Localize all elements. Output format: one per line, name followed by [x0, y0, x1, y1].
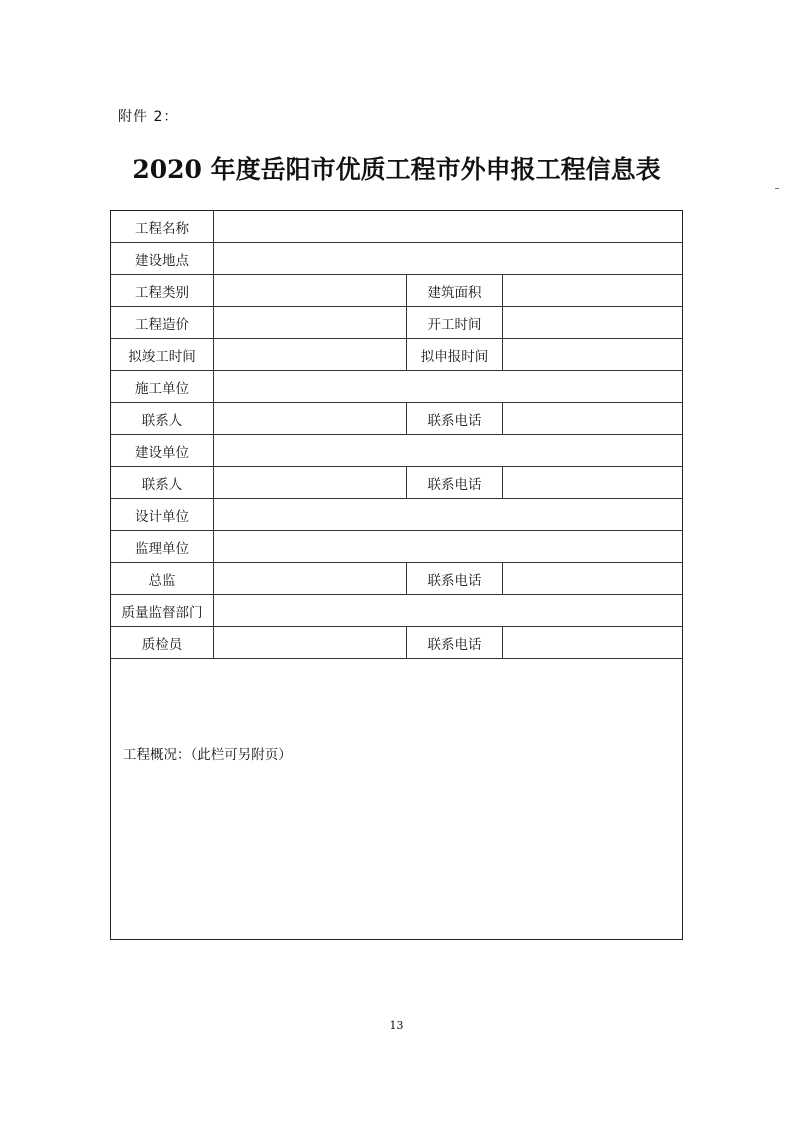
location-field[interactable] — [214, 243, 682, 274]
project-type-field[interactable] — [214, 275, 407, 306]
page-title: 2020 年度岳阳市优质工程市外申报工程信息表 — [132, 155, 661, 184]
quality-inspector-label: 质检员 — [111, 627, 214, 658]
inspector-phone-label: 联系电话 — [407, 627, 503, 658]
row-construction-unit — [111, 371, 682, 403]
developer-contact-field[interactable] — [214, 467, 407, 498]
quality-inspector-field[interactable] — [214, 627, 407, 658]
construction-unit-label: 施工单位 — [111, 371, 214, 402]
design-unit-label: 设计单位 — [111, 499, 214, 530]
chief-supervisor-field[interactable] — [214, 563, 407, 594]
developer-contact-label: 联系人 — [111, 467, 214, 498]
developer-unit-field[interactable] — [214, 435, 682, 466]
project-overview-label: 工程概况：（此栏可另附页） — [123, 747, 292, 763]
developer-unit-label: 建设单位 — [111, 435, 214, 466]
quality-dept-field[interactable] — [214, 595, 682, 626]
project-overview-area[interactable] — [111, 659, 682, 939]
row-location — [111, 243, 682, 275]
construction-phone-field[interactable] — [503, 403, 682, 434]
supervision-unit-field[interactable] — [214, 531, 682, 562]
planned-completion-field[interactable] — [214, 339, 407, 370]
page-number: 13 — [389, 1019, 404, 1032]
start-time-label: 开工时间 — [407, 307, 503, 338]
row-cost-start — [111, 307, 682, 339]
project-type-label: 工程类别 — [111, 275, 214, 306]
construction-contact-label: 联系人 — [111, 403, 214, 434]
info-form-table — [110, 210, 683, 940]
row-developer-contact — [111, 467, 682, 499]
planned-application-label: 拟申报时间 — [407, 339, 503, 370]
supervisor-phone-label: 联系电话 — [407, 563, 503, 594]
design-unit-field[interactable] — [214, 499, 682, 530]
project-name-field[interactable] — [214, 211, 682, 242]
attachment-label: 附件 2： — [118, 109, 179, 125]
row-construction-contact — [111, 403, 682, 435]
row-project-name — [111, 211, 682, 243]
row-quality-inspector — [111, 627, 682, 659]
construction-contact-field[interactable] — [214, 403, 407, 434]
quality-dept-label: 质量监督部门 — [111, 595, 214, 626]
planned-application-field[interactable] — [503, 339, 682, 370]
developer-phone-label: 联系电话 — [407, 467, 503, 498]
start-time-field[interactable] — [503, 307, 682, 338]
scan-mark — [775, 188, 779, 189]
construction-phone-label: 联系电话 — [407, 403, 503, 434]
project-cost-label: 工程造价 — [111, 307, 214, 338]
building-area-field[interactable] — [503, 275, 682, 306]
chief-supervisor-label: 总监 — [111, 563, 214, 594]
row-quality-dept — [111, 595, 682, 627]
row-chief-supervisor — [111, 563, 682, 595]
row-developer-unit — [111, 435, 682, 467]
developer-phone-field[interactable] — [503, 467, 682, 498]
planned-completion-label: 拟竣工时间 — [111, 339, 214, 370]
supervisor-phone-field[interactable] — [503, 563, 682, 594]
location-label: 建设地点 — [111, 243, 214, 274]
project-cost-field[interactable] — [214, 307, 407, 338]
inspector-phone-field[interactable] — [503, 627, 682, 658]
construction-unit-field[interactable] — [214, 371, 682, 402]
row-design-unit — [111, 499, 682, 531]
building-area-label: 建筑面积 — [407, 275, 503, 306]
row-type-area — [111, 275, 682, 307]
row-supervision-unit — [111, 531, 682, 563]
row-completion-application — [111, 339, 682, 371]
project-name-label: 工程名称 — [111, 211, 214, 242]
supervision-unit-label: 监理单位 — [111, 531, 214, 562]
